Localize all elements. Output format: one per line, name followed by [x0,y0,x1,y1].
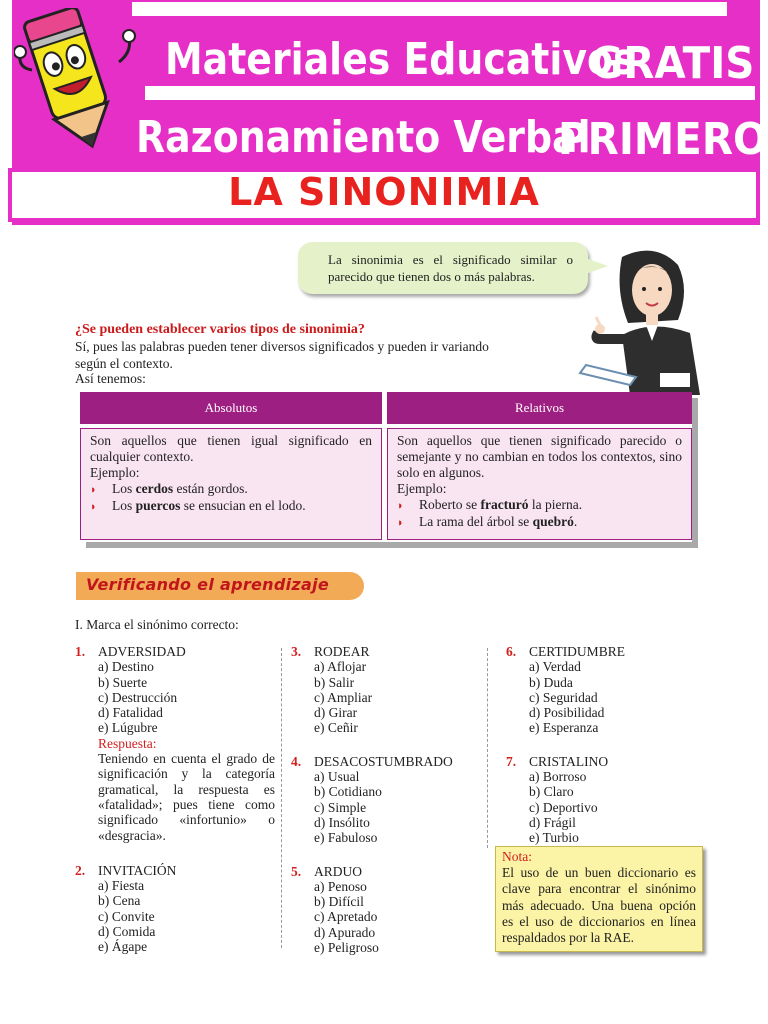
table-cell-relativos [387,428,692,540]
table-header-relativos: Relativos [387,392,692,424]
option-c[interactable]: c) Convite [98,908,155,924]
exercise-word: RODEAR [314,644,370,659]
option-b[interactable]: b) Duda [529,674,573,690]
teacher-illustration [560,245,710,405]
option-c[interactable]: c) Seguridad [529,689,598,705]
bullet-icon: ◗ [397,517,404,529]
option-e[interactable]: e) Lúgubre [98,720,158,736]
exercise-number: 2. [75,862,86,878]
exercise-item-1 [75,644,275,843]
exercise-number: 3. [291,644,302,659]
exercise-item-6 [506,644,706,736]
option-c[interactable]: c) Apretado [314,909,378,925]
option-a[interactable]: a) Borroso [529,769,587,785]
option-e[interactable]: e) Esperanza [529,720,599,736]
note-text: El uso de un buen diccionario es clave para encontrar el sinónimo más adecuado. Una buena opción es el uso de diccionarios en línea respaldados por la RAE. [502,865,696,946]
option-b[interactable]: b) Suerte [98,674,148,690]
option-a[interactable]: a) Penoso [314,878,367,894]
option-a[interactable]: a) Verdad [529,659,581,675]
answer-label: Respuesta: [98,735,157,751]
list-item [90,481,372,498]
list-item [397,497,682,514]
option-b[interactable]: b) Cena [98,893,141,909]
option-d[interactable]: d) Posibilidad [529,705,605,721]
synonym-types-table [80,392,692,542]
list-item [90,498,372,515]
exercise-word: CERTIDUMBRE [529,644,625,659]
page-title: LA SINONIMIA [228,170,540,214]
option-b[interactable]: b) Salir [314,674,355,690]
option-a[interactable]: a) Aflojar [314,659,367,675]
exercise-word: ADVERSIDAD [98,644,186,659]
option-d[interactable]: d) Girar [314,705,358,721]
bullet-icon: ◗ [90,501,97,513]
option-c[interactable]: c) Simple [314,799,367,815]
column-divider [487,648,488,848]
exercise-number: 5. [291,863,302,879]
option-c[interactable]: c) Deportivo [529,799,598,815]
exercise-instruction: I. Marca el sinónimo correcto: [75,617,239,632]
exercise-number: 7. [506,753,517,769]
exercise-item-3 [291,644,486,736]
intro-asi: Así tenemos: [75,371,146,386]
exercise-number: 6. [506,644,517,659]
option-e[interactable]: e) Peligroso [314,940,379,956]
option-d[interactable]: d) Comida [98,924,156,940]
option-c[interactable]: c) Destrucción [98,689,178,705]
list-item [397,514,682,531]
option-b[interactable]: b) Claro [529,784,574,800]
table-cell-absolutos [80,428,382,540]
exercise-word: INVITACIÓN [98,862,177,878]
column-divider [281,648,282,948]
header-grade: PRIMERO [558,114,768,165]
exercise-column-2 [291,644,486,955]
exercise-word: ARDUO [314,863,363,879]
header-line1-left: Materiales Educativos [165,34,636,85]
note-label: Nota: [502,849,532,864]
example-text: Roberto se fracturó la pierna. [419,497,583,512]
option-d[interactable]: d) Insólito [314,814,370,830]
option-a[interactable]: a) Usual [314,769,360,785]
exercise-item-7 [506,754,706,846]
option-b[interactable]: b) Difícil [314,894,364,910]
relativos-ejemplo: Ejemplo: [397,481,447,496]
option-e[interactable]: e) Fabuloso [314,830,378,846]
exercise-item-5 [291,864,486,956]
option-a[interactable]: a) Destino [98,659,154,675]
exercise-number: 1. [75,644,86,659]
exercise-item-2 [75,863,275,955]
question-answer: Sí, pues las palabras pueden tener diversos significados y pueden ir variando según el contexto. [75,339,489,371]
answer-explanation: Teniendo en cuenta el grado de significación y la categoría gramatical, la respuesta es «fatalidad»; pues tiene como significado «infortunio» o «desgracia». [98,751,275,843]
exercise-number: 4. [291,753,302,769]
absolutos-ejemplo: Ejemplo: [90,465,140,480]
question-heading: ¿Se pueden establecer varios tipos de sinonimia? [75,322,365,337]
example-text: Los puercos se ensucian en el lodo. [112,498,306,513]
header-stripe [132,2,727,16]
table-header-absolutos: Absolutos [80,392,382,424]
option-d[interactable]: d) Fatalidad [98,705,163,721]
option-d[interactable]: d) Apurado [314,924,376,940]
bullet-icon: ◗ [397,500,404,512]
option-b[interactable]: b) Cotidiano [314,784,382,800]
exercise-column-1 [75,644,275,955]
option-e[interactable]: e) Ceñir [314,720,358,736]
example-text: Los cerdos están gordos. [112,481,248,496]
definition-text: La sinonimia es el significado similar o parecido que tienen dos o más palabras. [328,252,573,284]
exercise-item-4 [291,754,486,846]
option-e[interactable]: e) Ágape [98,939,148,955]
page-header [0,0,768,228]
note-box [495,846,703,952]
option-a[interactable]: a) Fiesta [98,878,145,894]
example-text: La rama del árbol se quebró. [419,514,578,529]
section-title: Verificando el aprendizaje [86,575,330,594]
relativos-desc: Son aquellos que tienen significado parecido o semejante y no cambian en todos los contextos, sino solo en algunos. [397,433,682,480]
header-line1-right: GRATIS [590,38,755,89]
option-c[interactable]: c) Ampliar [314,689,373,705]
exercise-word: CRISTALINO [529,753,609,769]
option-e[interactable]: e) Turbio [529,830,579,846]
option-d[interactable]: d) Frágil [529,814,576,830]
exercise-column-3 [506,644,706,846]
pencil-mascot-icon [14,8,139,158]
bullet-icon: ◗ [90,484,97,496]
absolutos-desc: Son aquellos que tienen igual significado en cualquier contexto. [90,433,372,464]
exercise-word: DESACOSTUMBRADO [314,753,453,769]
header-subject: Razonamiento Verbal [136,112,591,163]
